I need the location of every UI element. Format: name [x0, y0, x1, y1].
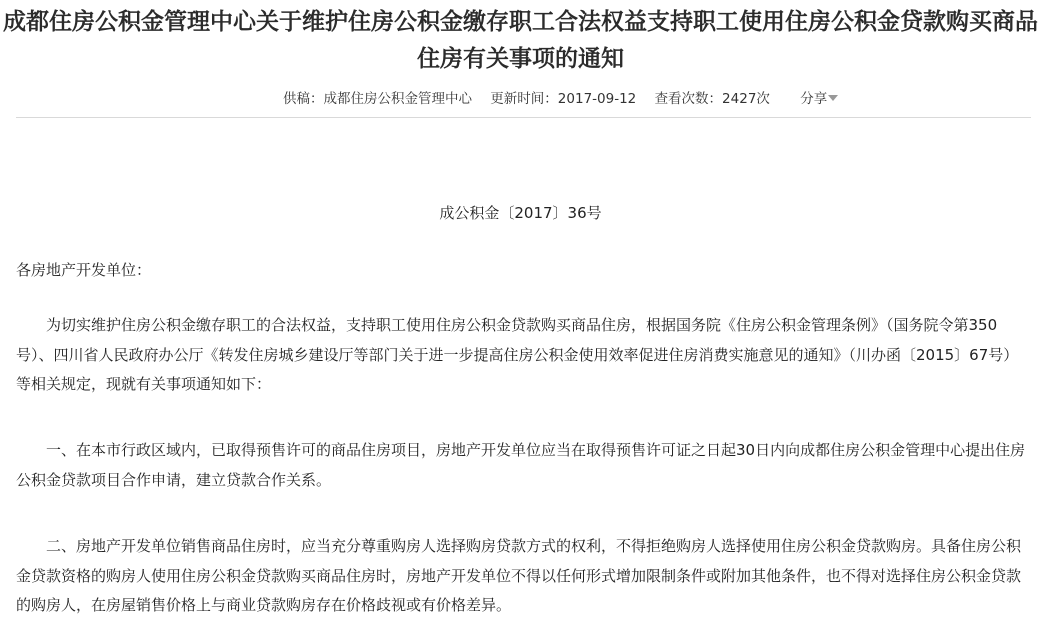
paragraph-intro: 为切实维护住房公积金缴存职工的合法权益，支持职工使用住房公积金贷款购买商品住房，根据国务院《住房公积金管理条例》（国务院令第350号）、四川省人民政府办公厅《转发住房城乡建设厅等部门关于进一步提高住房公积金使用效率促进住房消费实施意见的通知》（川办函〔2015〕67号）等相关规定，现就有关事项通知如下：	[16, 316, 1019, 393]
chevron-down-icon	[828, 95, 838, 101]
article-meta	[283, 90, 838, 108]
view-count: 查看次数：2427次	[654, 91, 770, 107]
paragraph-item-1: 一、在本市行政区域内，已取得预售许可的商品住房项目，房地产开发单位应当在取得预售许可证之日起30日内向成都住房公积金管理中心提出住房公积金贷款项目合作申请，建立贷款合作关系。	[16, 441, 1026, 489]
source-label: 供稿：成都住房公积金管理中心	[283, 91, 472, 107]
paragraph-item-2: 二、房地产开发单位销售商品住房时，应当充分尊重购房人选择购房贷款方式的权利，不得拒绝购房人选择使用住房公积金贷款购房。具备住房公积金贷款资格的购房人使用住房公积金贷款购买商品住房时，房地产开发单位不得以任何形式增加限制条件或附加其他条件，也不得对选择住房公积金贷款的购房人，在房屋销售价格上与商业贷款购房存在价格歧视或有价格差异。	[16, 537, 1022, 614]
article-title: 成都住房公积金管理中心关于维护住房公积金缴存职工合法权益支持职工使用住房公积金贷款购买商品住房有关事项的通知	[3, 9, 1038, 72]
header-divider	[16, 117, 1031, 118]
addressee: 各房地产开发单位：	[16, 261, 152, 279]
share-button[interactable]	[800, 90, 838, 108]
document-number: 成公积金〔2017〕36号	[439, 204, 602, 222]
share-label: 分享	[800, 91, 828, 107]
update-time: 更新时间：2017-09-12	[490, 91, 637, 107]
